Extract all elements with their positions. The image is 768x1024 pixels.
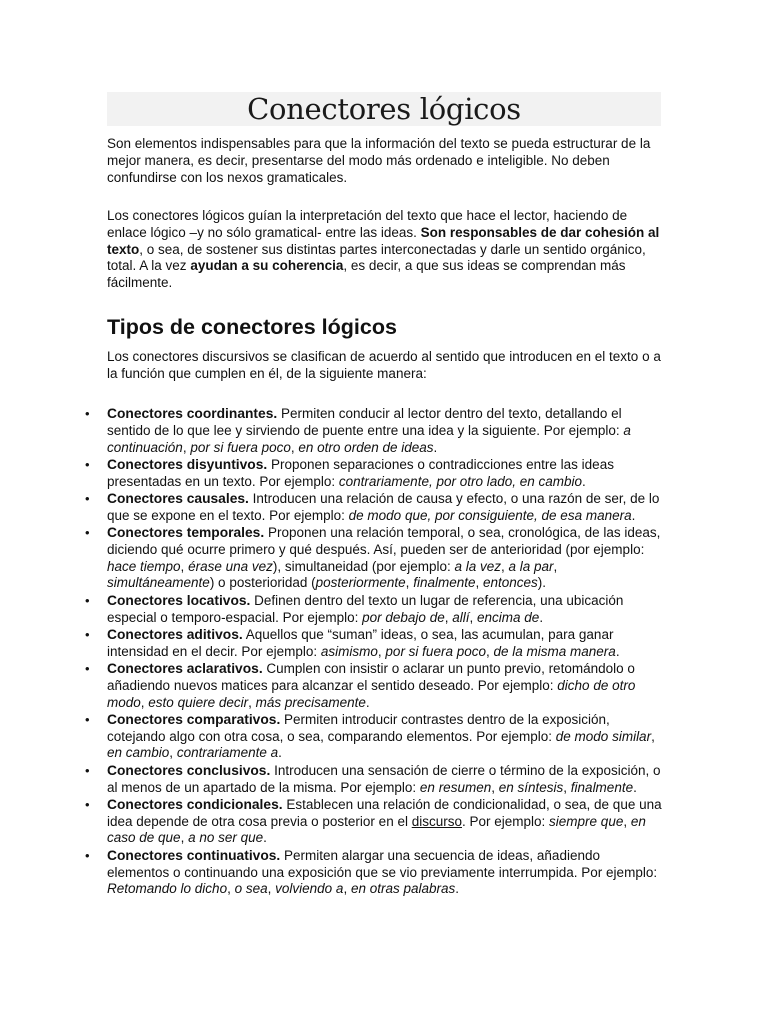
intro-text: , o sea, de sostener sus distintas partes interconectadas y darle un sentido orgánico, total. A la vez: [107, 241, 646, 274]
item-sep: ,: [377, 643, 386, 659]
item-end: .: [278, 745, 282, 761]
item-sep: ,: [290, 439, 299, 455]
item-label: Conectores conclusivos.: [107, 762, 271, 778]
item-example: allí: [452, 609, 470, 625]
list-item: [107, 661, 663, 711]
item-text: . Por ejemplo:: [462, 813, 550, 829]
item-example: contrariamente a: [176, 745, 279, 761]
item-end: .: [633, 779, 637, 795]
item-sep: ,: [343, 881, 351, 897]
list-item: [107, 763, 663, 797]
item-example: en cambio: [107, 745, 170, 761]
item-text: Introducen una relación de causa y efecto, o una razón de ser, de lo que se expone en el texto. Por ejemplo:: [107, 490, 660, 523]
item-example: más precisamente: [255, 694, 366, 710]
item-text: Definen dentro del texto un lugar de referencia, una ubicación especial o temporo-espacial. Por ejemplo:: [107, 592, 624, 625]
item-sep: ,: [180, 558, 189, 574]
item-end: .: [263, 830, 267, 846]
connector-types-list: [107, 406, 663, 899]
item-example: volviendo a: [275, 881, 344, 897]
item-sep: ,: [563, 779, 571, 795]
item-example: esto quiere decir: [148, 694, 249, 710]
item-example: érase una vez: [188, 558, 273, 574]
item-label: Conectores causales.: [107, 490, 249, 506]
item-end: .: [455, 881, 460, 897]
item-sep: ,: [623, 813, 631, 829]
section-heading: Tipos de conectores lógicos: [107, 315, 397, 339]
list-item: [107, 627, 663, 661]
item-example: siempre que: [549, 813, 624, 829]
item-label: Conectores condicionales.: [107, 796, 283, 812]
item-text: ), simultaneidad (por ejemplo:: [272, 558, 455, 574]
item-example: por si fuera poco: [385, 643, 486, 659]
item-sep: ,: [475, 575, 483, 591]
item-sep: ,: [553, 558, 558, 574]
item-label: Conectores temporales.: [107, 525, 265, 541]
item-sep: ,: [405, 575, 414, 591]
item-text: Proponen separaciones o contradicciones entre las ideas presentadas en un texto. Por ejemplo:: [107, 456, 614, 489]
item-example: posteriormente: [315, 575, 406, 591]
list-item: [107, 848, 663, 898]
item-sep: ,: [651, 728, 655, 744]
list-item: [107, 406, 663, 456]
item-example: asimismo: [320, 643, 378, 659]
list-item: [107, 593, 663, 627]
intro-bold-coherence: ayudan a su coherencia: [190, 258, 344, 274]
item-end: .: [582, 473, 586, 489]
item-sep: ,: [227, 881, 235, 897]
item-sep: ,: [267, 881, 276, 897]
item-example: de modo que, por consiguiente, de esa manera: [348, 507, 632, 523]
list-item: [107, 457, 663, 491]
item-label: Conectores comparativos.: [107, 711, 281, 727]
page-title: Conectores lógicos: [247, 92, 521, 126]
item-example: en otras palabras: [350, 881, 456, 897]
item-example: finalmente: [413, 575, 476, 591]
item-example: finalmente: [570, 779, 634, 795]
intro-paragraph-1: Son elementos indispensables para que la información del texto se pueda estructurar de la mejor manera, es decir, presentarse del modo más ordenado e inteligible. No deben confundirse con los nexos gramaticales.: [107, 136, 651, 185]
intro-paragraph-2: [107, 208, 667, 292]
item-sep: ,: [140, 694, 149, 710]
item-example: o sea: [234, 881, 268, 897]
intro-text: , es decir, a que sus ideas se comprendan más fácilmente.: [107, 258, 626, 291]
item-end: .: [631, 507, 636, 523]
item-example: de modo similar: [555, 728, 652, 744]
item-example: en síntesis: [498, 779, 564, 795]
item-text: ) o posterioridad (: [209, 575, 316, 591]
item-example: dicho de otro modo: [107, 677, 636, 710]
item-example: de la misma manera: [493, 643, 616, 659]
item-example: Retomando lo dicho: [107, 881, 228, 897]
item-label: Conectores aclarativos.: [107, 660, 263, 676]
item-end: .: [433, 439, 438, 455]
item-example: a la par: [508, 558, 554, 574]
item-sep: ,: [444, 609, 453, 625]
item-text: Permiten conducir al lector dentro del texto, detallando el sentido de lo que lee y sirviendo de puente entre una idea y la siguiente. Por ejemplo:: [107, 406, 624, 438]
item-example: a no ser que: [188, 830, 264, 846]
item-example: hace tiempo: [107, 558, 181, 574]
list-item: [107, 712, 663, 762]
list-item: [107, 797, 663, 847]
intro-text: Los conectores lógicos guían la interpretación del texto que hace el lector, haciendo de enlace lógico –y no sólo gramatical- entre las ideas.: [107, 208, 628, 240]
item-sep: ,: [501, 558, 509, 574]
item-text: Introducen una sensación de cierre o término de la exposición, o al menos de un apartado de la misma. Por ejemplo:: [107, 762, 661, 795]
list-item: [107, 525, 663, 592]
item-text: Aquellos que “suman” ideas, o sea, las acumulan, para ganar intensidad en el decir. Por ejemplo:: [107, 626, 614, 659]
item-example: entonces: [483, 575, 538, 591]
section-lead: Los conectores discursivos se clasifican de acuerdo al sentido que introducen en el texto o a la función que cumplen en él, de la siguiente manera:: [107, 349, 661, 381]
item-sep: ,: [485, 643, 494, 659]
item-end: .: [539, 609, 544, 625]
item-label: Conectores coordinantes.: [107, 406, 278, 421]
item-example: en otro orden de ideas: [298, 439, 434, 455]
item-sep: ,: [469, 609, 478, 625]
intro-bold-cohesion: Son responsables de dar cohesión al texto: [107, 224, 660, 257]
item-text: Establecen una relación de condicionalidad, o sea, de que una idea depende de otra cosa previa o posterior en el: [107, 796, 662, 829]
item-end: .: [365, 694, 370, 710]
item-example: en resumen: [419, 779, 492, 795]
item-sep: ,: [169, 745, 177, 761]
item-text: Permiten introducir contrastes dentro de la exposición, cotejando algo con otra cosa, o sea, comparando elementos. Por ejemplo:: [107, 711, 610, 744]
item-sep: ,: [182, 439, 191, 455]
item-example: encima de: [477, 609, 540, 625]
item-example: a continuación: [107, 422, 631, 455]
discurso-link[interactable]: discurso: [411, 813, 462, 829]
item-example: contrariamente, por otro lado, en cambio: [338, 473, 583, 489]
item-end: ).: [537, 575, 547, 591]
item-end: .: [615, 643, 620, 659]
item-text: Proponen una relación temporal, o sea, cronológica, de las ideas, diciendo qué ocurre primero y qué después. Así, pueden ser de anterioridad (por ejemplo:: [107, 525, 661, 557]
item-example: en caso de que: [107, 813, 646, 846]
item-example: por debajo de: [362, 609, 445, 625]
item-example: por si fuera poco: [190, 439, 291, 455]
item-label: Conectores disyuntivos.: [107, 456, 268, 472]
item-sep: ,: [180, 830, 189, 846]
item-sep: ,: [248, 694, 256, 710]
item-label: Conectores continuativos.: [107, 847, 281, 863]
item-text: Cumplen con insistir o aclarar un punto previo, retomándolo o añadiendo nuevos matices para alcanzar el sentido deseado. Por ejemplo:: [107, 660, 635, 693]
list-item: [107, 491, 663, 525]
item-label: Conectores locativos.: [107, 592, 251, 608]
item-example: simultáneamente: [107, 575, 210, 591]
item-sep: ,: [491, 779, 499, 795]
item-label: Conectores aditivos.: [107, 626, 243, 642]
item-example: a la vez: [454, 558, 501, 574]
item-text: Permiten alargar una secuencia de ideas, añadiendo elementos o continuando una exposición que se vio previamente interrumpida. Por ejemplo:: [107, 847, 658, 880]
